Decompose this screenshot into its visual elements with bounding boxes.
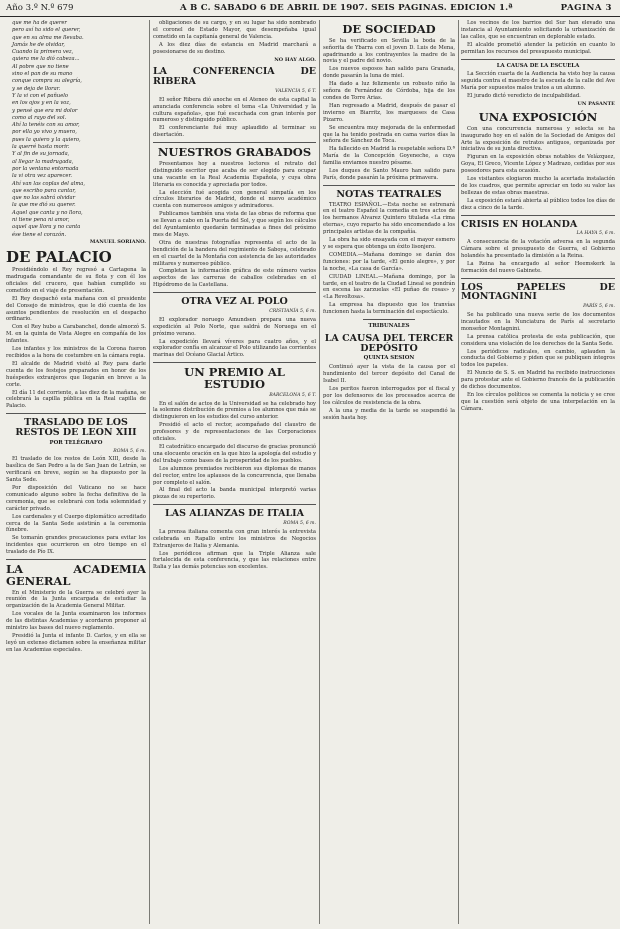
dateline: VALENCIA 5, 6 T.: [275, 88, 316, 94]
paragraph: Han regresado a Madrid, después de pasar el invierno en Biarritz, los marqueses de Casa Pizarro.: [323, 102, 455, 123]
paragraph: La Reina ha encargado al señor Heemskerk la formación del nuevo Gabinete.: [461, 260, 615, 274]
paragraph: Los cardenales y el Cuerpo diplomático acreditado cerca de la Santa Sede asistirán a la ceremonia fúnebre.: [6, 513, 146, 534]
divider: [153, 142, 316, 143]
page-number: PAGINA 3: [560, 3, 612, 13]
issue-number: Año 3.º N.º 679: [6, 3, 74, 13]
divider: [461, 278, 615, 279]
divider: [153, 292, 316, 293]
poem-line: Y al fin de su jornada,: [12, 151, 70, 158]
section-title-teatrales: NOTAS TEATRALES: [336, 188, 442, 200]
column-1: [6, 20, 146, 924]
dateline: CRISTIANÍA 5, 6 m.: [269, 308, 316, 314]
paragraph: La Sección cuarta de la Audiencia ha visto hoy la causa seguida contra el maestro de la escuela de la calle del Ave María por supuestos malos tratos a un alumno.: [461, 71, 615, 92]
paragraph: El alcalde de Madrid visitó al Rey para darle cuenta de los festejos preparados en honor de los huéspedes extranjeros que llegarán en breve a la corte.: [6, 360, 146, 388]
dateline: BARCELONA 5, 6 T.: [269, 392, 316, 398]
paragraph: Presidió la Junta el infante D. Carlos, y en ella se leyó un extenso dictamen sobre la enseñanza militar en las Academias especiales.: [6, 632, 146, 653]
divider: [6, 559, 146, 560]
article-body: [461, 239, 615, 275]
section-title-grabados: NUESTROS GRABADOS: [157, 145, 312, 160]
article-body: [461, 71, 615, 100]
poem-line: y pensé que era mi dolor: [12, 107, 78, 114]
article-body: [6, 590, 146, 654]
paragraph: El señor Ribera dió anoche en el Ateneo de esta capital la anunciada conferencia sobre el tema «La Universidad y la cultura española», que fué escuchada con gran interés por numeroso y distinguido público.: [153, 96, 316, 124]
poem-line: ni tiene pena ni amor,: [12, 217, 70, 224]
paragraph: La prensa italiana comenta con gran interés la entrevista celebrada en Rapallo entre los ministros de Negocios Extranjeros de Italia y Alemania.: [153, 528, 316, 549]
paragraph: La elección fué acogida con general simpatía en los círculos literarios de Madrid, donde el nuevo académico cuenta con numerosos amigos y admiradores.: [153, 189, 316, 210]
paragraph: El Rey despachó esta mañana con el presidente del Consejo de ministros, que le dió cuenta de los asuntos pendientes de resolución en el despacho ordinario.: [6, 295, 146, 323]
section-title-tercer-deposito: LA CAUSA DEL TERCER DEPÓSITO: [324, 332, 454, 354]
section-title-traslado: TRASLADO DE LOS RESTOS DE LEON XIII: [15, 417, 137, 438]
paragraph: Los vecinos de los barrios del Sur han elevado una instancia al Ayuntamiento solicitando la urbanización de las calles, que se encuentran en deplorable estado.: [461, 20, 615, 40]
paragraph: Figuran en la exposición obras notables de Velázquez, Goya, El Greco, Vicente López y Madrazo, cedidas por sus poseedores para esta ocasión.: [461, 154, 615, 175]
paragraph: Publicamos también una vista de las obras de reforma que se llevan a cabo en la Puerta del Sol, y que según los cálculos del Ayuntamiento quedarán terminadas a fines del próximo mes de Mayo.: [153, 211, 316, 238]
paragraph: Los periódicos radicales, en cambio, aplauden la conducta del Gobierno y piden que se publiquen íntegros todos los papeles.: [461, 348, 615, 369]
paragraph: El conferenciante fué muy aplaudido al terminar su disertación.: [153, 125, 316, 139]
dateline: ROMA 5, 6 m.: [113, 448, 146, 454]
paragraph: Los nuevos esposos han salido para Granada, donde pasarán la luna de miel.: [323, 66, 455, 80]
article-body: [461, 312, 615, 413]
article-body: [6, 456, 146, 556]
column-4: [461, 20, 615, 924]
article-body: [153, 20, 316, 56]
dateline: LA HAYA 5, 6 m.: [576, 231, 615, 237]
section-kicker: LA CAUSA DE LA ESCUELA: [496, 62, 580, 69]
paragraph: Se encuentra muy mejorada de la enfermedad que la ha tenido postrada en cama varios días la señora de Sánchez de Toca.: [323, 124, 455, 145]
paragraph: Presidió el acto el rector, acompañado del claustro de profesores y de representaciones de las Corporaciones oficiales.: [153, 422, 316, 443]
paragraph: El Nuncio de S. S. en Madrid ha recibido instrucciones para protestar ante el Gobierno francés de la publicación de dichos documentos.: [461, 370, 615, 391]
poem-line: en los ojos y en la voz,: [12, 100, 71, 107]
article-body: [323, 38, 455, 182]
section-title-polo: OTRA VEZ AL POLO: [181, 296, 288, 308]
paragraph: Los periódicos afirman que la Triple Alianza sale fortalecida de esta conferencia, y que las relaciones entre Italia y las demás potencias son excelentes.: [153, 550, 316, 571]
paragraph: CIUDAD LINEAL.—Mañana domingo, por la tarde, en el teatro de la Ciudad Lineal se pondrán en escena las zarzuelas «El puñao de rosas» y «La Revoltosa».: [323, 273, 455, 301]
paragraph: En los círculos políticos se comenta la noticia y se cree que la cuestión será objeto de una interpelación en la Cámara.: [461, 391, 615, 412]
paragraph: Presentamos hoy a nuestros lectores el retrato del distinguido escritor que acaba de ser elegido para ocupar una vacante en la Real Academia Española, y cuya obra literaria es conocida y apreciada por todos.: [153, 160, 316, 188]
article-body: [461, 20, 615, 56]
poem: [6, 20, 146, 239]
paragraph: En el Ministerio de la Guerra se celebró ayer la reunión de la Junta encargada de estudiar la organización de la Academia General Militar.: [6, 589, 146, 610]
paragraph: Los visitantes elogiaron mucho la acertada instalación de los cuadros, que permite apreciar en todo su valor las bellezas de estas obras maestras.: [461, 176, 615, 196]
paragraph: Los infantes y los ministros de la Corona fueron recibidos a la hora de costumbre en la cámara regia.: [6, 346, 146, 359]
paragraph: El traslado de los restos de León XIII, desde la basílica de San Pedro a la de San Juan de Letrán, se verificará en breve, según se ha dispuesto por la Santa Sede.: [6, 456, 146, 484]
divider: [6, 413, 146, 414]
paragraph: La prensa católica protesta de esta publicación, que considera una violación de los derechos de la Santa Sede.: [461, 333, 615, 347]
paragraph: Completan la información gráfica de este número varios aspectos de las carreras de caballos celebradas en el Hipódromo de la Castellana.: [153, 268, 316, 289]
poem-line: al llegar la madrugada,: [12, 158, 74, 165]
poem-line: que en su alma me llevaba.: [12, 34, 84, 41]
poem-line: pero así ha sido el querer,: [12, 27, 81, 34]
poem-line: pues la quiero y la quiero,: [12, 136, 81, 143]
article-body: [323, 202, 455, 317]
poem-line: que escribo para cantar,: [12, 187, 76, 194]
poem-line: Al pobre que no tiene: [12, 63, 69, 70]
paragraph: Los duques de Santo Mauro han salido para París, donde pasarán la próxima primavera.: [323, 168, 455, 181]
paragraph: Los peritos fueron interrogados por el fiscal y por los defensores de los procesados acerca de los cálculos de resistencia de la obra.: [323, 385, 455, 406]
section-title-premio: UN PREMIO AL ESTUDIO: [184, 365, 285, 391]
article-body: [461, 126, 615, 212]
section-title-sociedad: DE SOCIEDAD: [342, 22, 436, 36]
paragraph: Con el Rey hubo a Carabanchel, donde almorzó S. M. en la quinta de Vista Alegre en compañía de los infantes.: [6, 324, 146, 345]
article-body: [153, 161, 316, 289]
poem-line: aquel que llora y no canta: [12, 224, 81, 231]
poem-line: sino el pan de su mano: [12, 71, 73, 78]
poem-line: conque compra su alegría,: [12, 78, 82, 85]
paragraph: Con una concurrencia numerosa y selecta se ha inaugurado hoy en el salón de la Sociedad de Amigos del Arte la exposición de retratos antiguos, organizada por iniciativa de su junta directiva.: [461, 125, 615, 153]
article-body: [153, 401, 316, 502]
section-subtitle: POR TELÉGRAFO: [49, 439, 103, 446]
dateline: PARÍS 5, 6 m.: [583, 304, 615, 310]
page-header: [0, 0, 620, 17]
section-title-academia: LA ACADEMIA GENERAL: [6, 562, 146, 588]
paragraph: Se ha publicado una nueva serie de los documentos incautados en la Nunciatura de París al secretario monseñor Montagnini.: [461, 311, 615, 332]
paragraph: Continuó ayer la vista de la causa por el hundimiento del tercer depósito del Canal de Isabel II.: [323, 364, 455, 385]
poem-line: Y la vi con el pañuelo: [12, 92, 69, 99]
poem-line: la vi otra vez aparecer.: [12, 173, 73, 180]
poem-line: la querré hasta morir.: [12, 144, 70, 151]
paragraph: El día 11 del corriente, a las diez de la mañana, se celebrará la capilla pública en la Real capilla de Palacio.: [6, 389, 146, 410]
paragraph: El alcalde prometió atender la petición en cuanto lo permitan los recursos del presupuesto municipal.: [461, 41, 615, 55]
poem-line: que no las sabrá olvidar: [12, 195, 76, 202]
section-title-exposicion: UNA EXPOSICIÓN: [478, 109, 598, 124]
poem-line: Ahí la tenéis con su amor,: [12, 122, 80, 129]
divider: [153, 362, 316, 363]
poem-line: ése tiene el corazón.: [12, 231, 67, 238]
paragraph: El explorador noruego Amundsen prepara una nueva expedición al Polo Norte, que saldrá de Noruega en el próximo verano.: [153, 316, 316, 337]
article-signature: UN PASANTE: [577, 101, 615, 108]
article-body: [153, 317, 316, 359]
paragraph: COMEDIA.—Mañana domingo se darán dos funciones: por la tarde, «El genio alegre», y por la noche, «La casa de García».: [323, 251, 455, 272]
divider: [461, 215, 615, 216]
section-title-montagnini: LOS PAPELES DE MONTAGNINI: [461, 281, 615, 303]
poem-line: que me ha de querer: [12, 20, 67, 26]
section-subtitle: QUINTA SESION: [363, 355, 415, 362]
column-3: [323, 20, 455, 924]
poem-line: quiera me la dió cabeza...: [12, 56, 80, 63]
paragraph: Al final del acto la banda municipal interpretó varias piezas de su repertorio.: [153, 487, 316, 501]
paragraph: Presidiéndolo el Rey regresó a Cartagena la madrugada comandante de su flota y con él los oficiales del crucero, que habían cumplido su cometido en el viaje de presentación.: [6, 267, 146, 294]
paragraph: A consecuencia de la votación adversa en la segunda Cámara sobre el presupuesto de Guerra, el Gobierno holandés ha presentado la dimisión a la Reina.: [461, 239, 615, 259]
poem-line: por la ventana entornada: [12, 165, 79, 172]
paragraph: El jurado dictó veredicto de inculpabilidad.: [467, 93, 581, 100]
divider: [153, 504, 316, 505]
paragraph: Los vocales de la Junta examinaron los informes de las distintas Academias y acordaron proponer al ministro las bases del nuevo reglamento.: [6, 611, 146, 632]
paragraph: Ha dado a luz felizmente un robusto niño la señora de Fernández de Córdoba, hija de los condes de Torre Arias.: [323, 81, 455, 101]
paragraph: obligaciones de su cargo, y en su lugar ha sido nombrado el coronel de Estado Mayor, que desempeñaba igual cometido en la capitanía general de Valencia.: [153, 20, 316, 40]
paragraph: La empresa ha dispuesto que los tranvías funcionen hasta la terminación del espectáculo.: [323, 302, 455, 316]
divider: [323, 185, 455, 186]
section-title-conferencia: LA CONFERENCIA DE RIBERA: [153, 66, 316, 88]
section-title-holanda: CRISIS EN HOLANDA: [461, 218, 578, 230]
poem-line: como al rayo del sol.: [12, 114, 67, 121]
poem-line: por ella yo vivo y muero,: [12, 129, 77, 136]
article-body: [153, 529, 316, 571]
paragraph: La exposición estará abierta al público todos los días de diez a cinco de la tarde.: [461, 197, 615, 211]
paragraph: Los alumnos premiados recibieron sus diplomas de manos del rector, entre los aplausos de la concurrencia, que llenaba por completo el salón.: [153, 465, 316, 486]
poem-line: Jamás he de olvidar,: [12, 41, 65, 48]
section-kicker: TRIBUNALES: [368, 323, 410, 330]
article-body: [323, 364, 455, 421]
section-title-alianzas: LAS ALIANZAS DE ITALIA: [165, 508, 304, 520]
paragraph: Se ha verificado en Sevilla la boda de la señorita de Ybarra con el joven D. Luis de Mena, apadrinando a los contrayentes la madre de la novia y el padre del novio.: [323, 37, 455, 65]
paragraph: TEATRO ESPAÑOL.—Esta noche se estrenará en el teatro Español la comedia en tres actos de los hermanos Álvarez Quintero titulada «La rima eterna», cuyo reparto ha sido encomendado a los principales artistas de la compañía.: [323, 201, 455, 236]
divider: [363, 319, 416, 320]
poem-line: y se deja de llorar.: [12, 85, 61, 92]
column-rule: [319, 20, 320, 924]
article-body: [6, 267, 146, 410]
poem-line: Ahí van las coplas del alma,: [12, 180, 85, 187]
column-rule: [458, 20, 459, 924]
masthead-line: A B C. SABADO 6 DE ABRIL DE 1907. SEIS PAGINAS. EDICION 1.ª: [180, 3, 513, 13]
paragraph: Ha fallecido en Madrid la respetable señora D.ª María de la Concepción Goyeneche, a cuya familia enviamos nuestro pésame.: [323, 146, 455, 167]
poem-signature: MANUEL SORIANO.: [89, 238, 146, 245]
article-body: [153, 97, 316, 139]
divider: [461, 59, 615, 60]
paragraph: En el salón de actos de la Universidad se ha celebrado hoy la solemne distribución de premios a los alumnos que más se distinguieron en los estudios del curso anterior.: [153, 400, 316, 421]
column-2: [153, 20, 316, 924]
article-signature: NO HAY ALGO.: [274, 56, 316, 63]
paragraph: A la una y media de la tarde se suspendió la sesión hasta hoy.: [323, 407, 455, 421]
paragraph: La expedición llevará víveres para cuatro años, y el explorador confía en alcanzar el Polo utilizando las corrientes marinas del Océano Glacial Ártico.: [153, 338, 316, 359]
poem-line: la que me dió su querer.: [12, 202, 76, 209]
column-rule: [149, 20, 150, 924]
paragraph: Se tomarán grandes precauciones para evitar los incidentes que ocurrieron en otro tiempo en el traslado de Pío IX.: [6, 535, 146, 556]
paragraph: Otra de nuestras fotografías representa el acto de la bendición de la bandera del regimiento de Saboya, celebrado en el cuartel de la Montaña con asistencia de las autoridades militares y numeroso público.: [153, 239, 316, 267]
paragraph: A los diez días de estancia en Madrid marchará a posesionarse de su destino.: [153, 41, 316, 55]
dateline: ROMA 5, 6 m.: [283, 520, 316, 526]
paragraph: Por disposición del Vaticano no se hace comunicado alguno sobre la fecha definitiva de la ceremonia, que se celebrará con toda solemnidad y carácter privado.: [6, 485, 146, 512]
paragraph: La obra ha sido ensayada con el mayor esmero y se espera que obtenga un éxito lisonjero.: [323, 237, 455, 250]
poem-line: Cuando la primera vez,: [12, 49, 74, 56]
section-title-de-palacio: DE PALACIO: [6, 247, 112, 266]
paragraph: El catedrático encargado del discurso de gracias pronunció una elocuente oración en la que hizo la apología del estudio y del trabajo como bases de la prosperidad de los pueblos.: [153, 444, 316, 464]
poem-line: Aquel que canta y no llora,: [12, 209, 83, 216]
